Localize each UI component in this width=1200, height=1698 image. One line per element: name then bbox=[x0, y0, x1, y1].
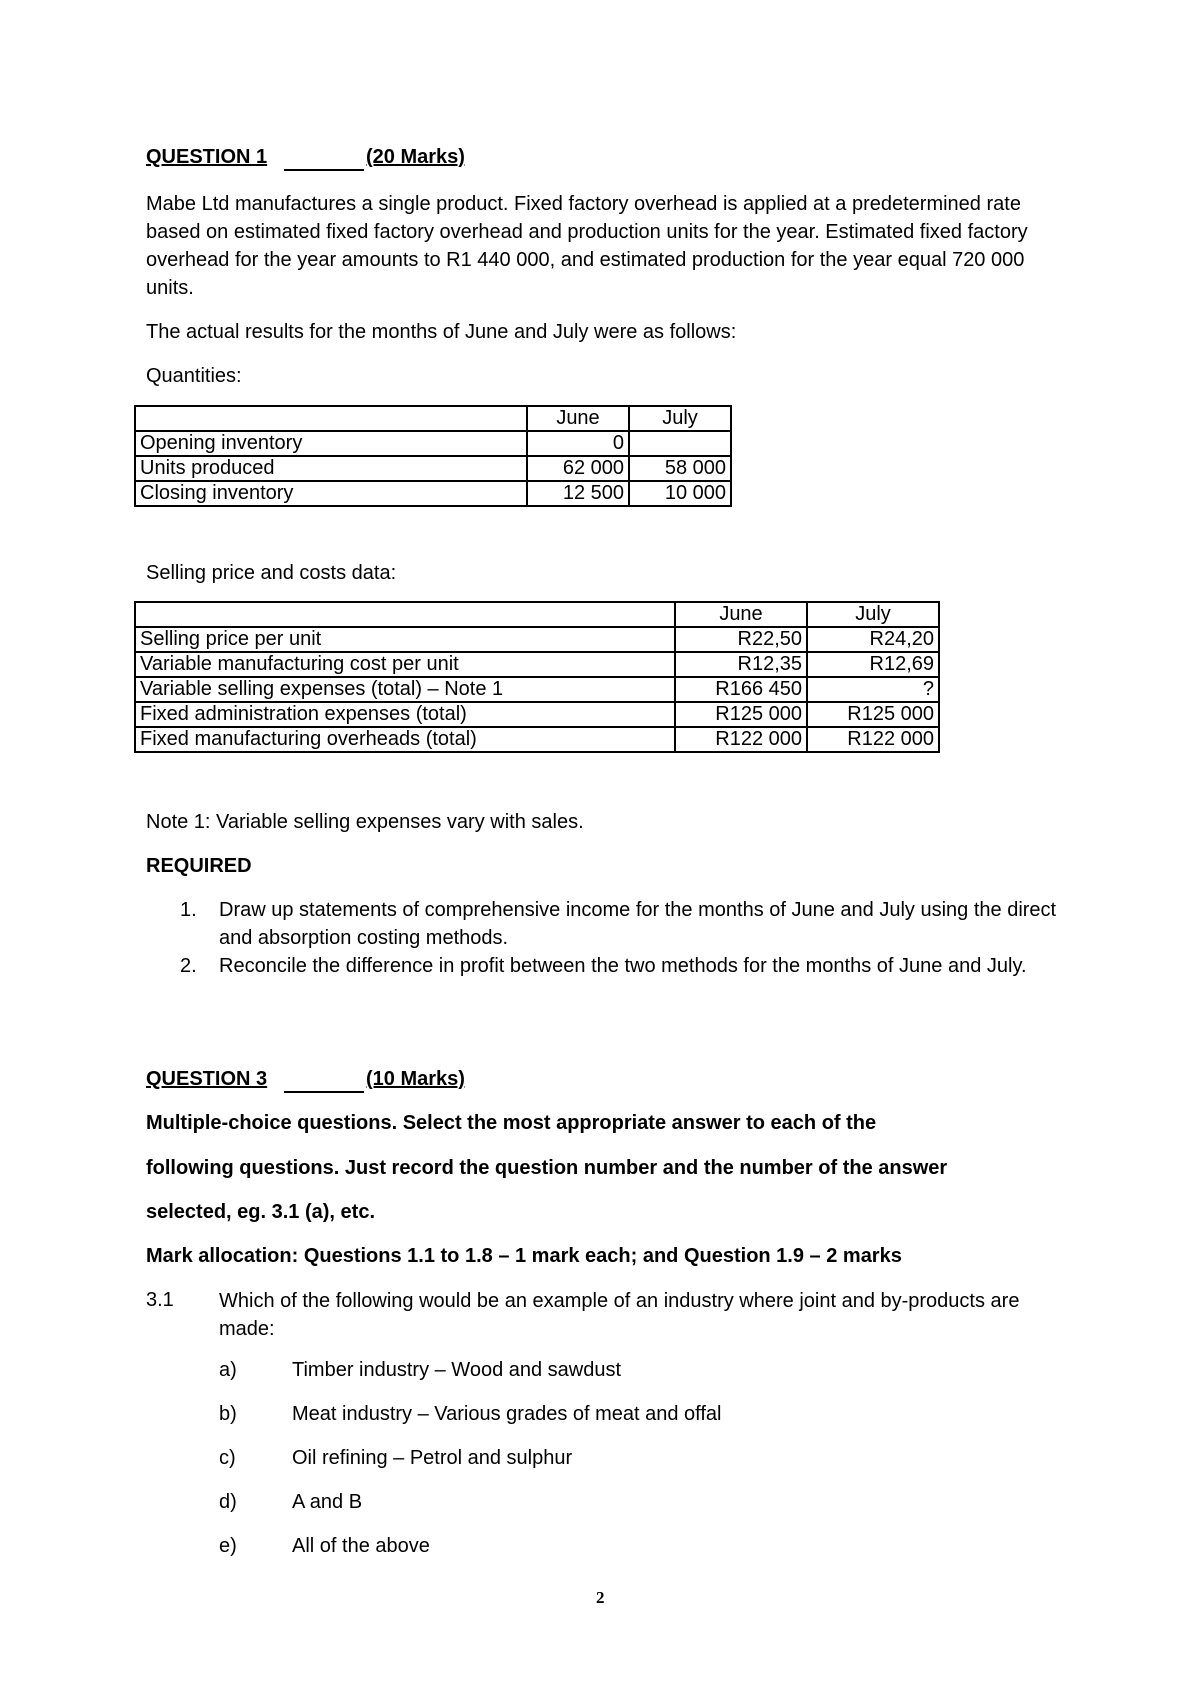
table-cell: 0 bbox=[527, 431, 629, 456]
table-cell: Units produced bbox=[135, 456, 527, 481]
table-cell: R125 000 bbox=[675, 702, 807, 727]
question-number: 3.1 bbox=[146, 1289, 174, 1311]
table-cell: R122 000 bbox=[807, 727, 939, 752]
q1-marks: (20 Marks) bbox=[366, 146, 465, 168]
table-row bbox=[135, 727, 939, 752]
table-cell: R22,50 bbox=[675, 627, 807, 652]
table-cell: R125 000 bbox=[807, 702, 939, 727]
table-cell: R12,35 bbox=[675, 652, 807, 677]
table-cell: Opening inventory bbox=[135, 431, 527, 456]
table-cell: ? bbox=[807, 677, 939, 702]
table-cell: 58 000 bbox=[629, 456, 731, 481]
option-letter: c) bbox=[219, 1447, 236, 1469]
table-header-july: July bbox=[807, 602, 939, 627]
table-row bbox=[135, 677, 939, 702]
page-number: 2 bbox=[596, 1588, 605, 1607]
table-header-june: June bbox=[675, 602, 807, 627]
table-cell bbox=[135, 602, 675, 627]
table-row bbox=[135, 456, 731, 481]
option-letter: d) bbox=[219, 1491, 237, 1513]
required-item-text: Reconcile the difference in profit between the two methods for the months of June and July. bbox=[219, 955, 1027, 977]
q3-title: QUESTION 3 bbox=[146, 1068, 268, 1090]
q3-marks: (10 Marks) bbox=[366, 1068, 465, 1090]
table-cell: Variable selling expenses (total) – Note 1 bbox=[135, 677, 675, 702]
table-cell: Closing inventory bbox=[135, 481, 527, 506]
q3-instruction-line-1: Multiple-choice questions. Select the most appropriate answer to each of the bbox=[146, 1112, 877, 1134]
q1-quantities-label: Quantities: bbox=[146, 365, 242, 387]
q3-mark-allocation: Mark allocation: Questions 1.1 to 1.8 – 1 mark each; and Question 1.9 – 2 marks bbox=[146, 1245, 902, 1267]
table-cell: Fixed manufacturing overheads (total) bbox=[135, 727, 675, 752]
table-cell: Fixed administration expenses (total) bbox=[135, 702, 675, 727]
required-item-text: Draw up statements of comprehensive income for the months of June and July using the direct and absorption costing methods. bbox=[219, 899, 1057, 949]
option-text: Oil refining – Petrol and sulphur bbox=[292, 1447, 573, 1469]
table-cell: R122 000 bbox=[675, 727, 807, 752]
q3-instruction-line-2: following questions. Just record the question number and the number of the answer bbox=[146, 1157, 948, 1179]
q1-costs-label: Selling price and costs data: bbox=[146, 562, 397, 584]
table-row bbox=[135, 627, 939, 652]
q1-heading-underline-gap bbox=[284, 146, 364, 171]
q3-instruction-line-3: selected, eg. 3.1 (a), etc. bbox=[146, 1201, 375, 1223]
table-cell: Selling price per unit bbox=[135, 627, 675, 652]
option-text: Meat industry – Various grades of meat and offal bbox=[292, 1403, 722, 1425]
table-cell bbox=[135, 406, 527, 431]
table-cell: R12,69 bbox=[807, 652, 939, 677]
option-letter: b) bbox=[219, 1403, 237, 1425]
question-text: Which of the following would be an example of an industry where joint and by-products are made: bbox=[219, 1290, 1020, 1340]
q1-note: Note 1: Variable selling expenses vary with sales. bbox=[146, 811, 584, 833]
table-cell: R166 450 bbox=[675, 677, 807, 702]
option-text: All of the above bbox=[292, 1535, 430, 1557]
option-letter: a) bbox=[219, 1359, 237, 1381]
q1-required-label: REQUIRED bbox=[146, 855, 252, 877]
table-row bbox=[135, 702, 939, 727]
required-item-number: 2. bbox=[180, 955, 197, 977]
quantities-table bbox=[134, 405, 732, 507]
table-cell: 12 500 bbox=[527, 481, 629, 506]
table-row bbox=[135, 652, 939, 677]
table-cell: Variable manufacturing cost per unit bbox=[135, 652, 675, 677]
q3-heading-underline-gap bbox=[284, 1068, 364, 1093]
q1-actual-results: The actual results for the months of June and July were as follows: bbox=[146, 321, 737, 343]
table-header-june: June bbox=[527, 406, 629, 431]
table-cell: 62 000 bbox=[527, 456, 629, 481]
table-cell: 10 000 bbox=[629, 481, 731, 506]
option-letter: e) bbox=[219, 1535, 237, 1557]
option-text: Timber industry – Wood and sawdust bbox=[292, 1359, 622, 1381]
table-row bbox=[135, 481, 731, 506]
table-header-july: July bbox=[629, 406, 731, 431]
table-row bbox=[135, 431, 731, 456]
costs-table bbox=[134, 601, 940, 753]
table-cell bbox=[629, 431, 731, 456]
table-row bbox=[135, 602, 939, 627]
required-item-number: 1. bbox=[180, 899, 197, 921]
option-text: A and B bbox=[292, 1491, 363, 1513]
q1-title: QUESTION 1 bbox=[146, 146, 268, 168]
table-row bbox=[135, 406, 731, 431]
table-cell: R24,20 bbox=[807, 627, 939, 652]
q1-intro: Mabe Ltd manufactures a single product. Fixed factory overhead is applied at a predetermined rate based on estimated fixed factory overhead and production units for the year. Estimated fixed factory overhead for the year amounts to R1 440 000, and estimated production for the year equal 720 000 units. bbox=[146, 193, 1028, 299]
